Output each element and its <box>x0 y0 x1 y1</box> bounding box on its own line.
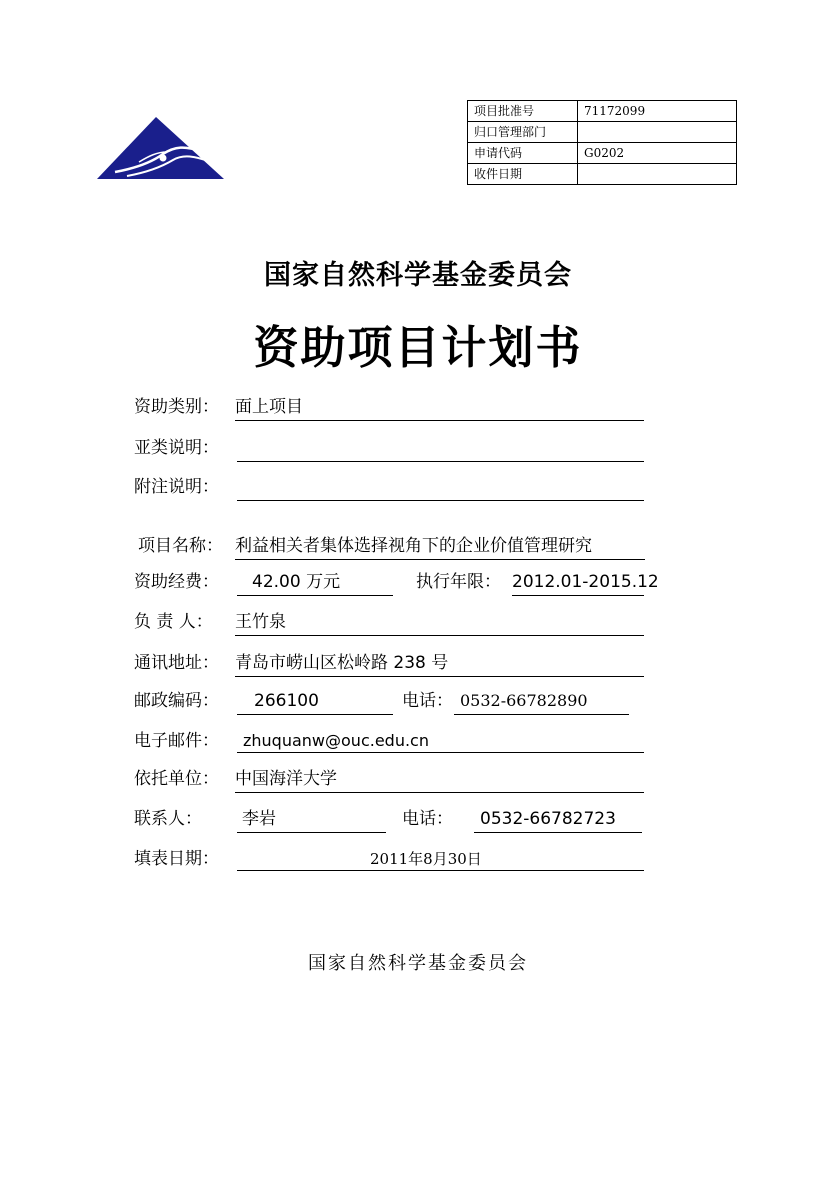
org-title: 国家自然科学基金委员会 <box>264 260 572 291</box>
underline <box>454 714 629 715</box>
address-value: 青岛市崂山区松岭路 238 号 <box>235 653 449 673</box>
postal-code-value: 266100 <box>254 691 319 711</box>
table-row <box>468 122 737 143</box>
principal-label: 负 责 人： <box>134 612 213 632</box>
managing-dept-value <box>578 122 737 143</box>
email-label: 电子邮件： <box>134 731 219 751</box>
receipt-date-value <box>578 164 737 185</box>
funding-type-value: 面上项目 <box>235 397 303 417</box>
table-row <box>468 101 737 122</box>
approval-number-value: 71172099 <box>578 101 737 122</box>
table-row <box>468 143 737 164</box>
underline <box>237 461 644 462</box>
fill-date-label: 填表日期： <box>134 849 219 869</box>
underline <box>237 595 393 596</box>
underline <box>474 832 642 833</box>
table-row <box>468 164 737 185</box>
application-code-value: G0202 <box>578 143 737 164</box>
address-label: 通讯地址： <box>134 653 219 673</box>
underline <box>235 559 645 560</box>
underline <box>512 595 644 596</box>
underline <box>237 752 644 753</box>
phone-2-value: 0532-66782723 <box>480 809 616 829</box>
underline <box>235 420 644 421</box>
footer-org-name: 国家自然科学基金委员会 <box>308 953 528 974</box>
funding-type-label: 资助类别： <box>134 397 219 417</box>
phone-1-value: 0532-66782890 <box>460 691 588 710</box>
underline <box>235 792 644 793</box>
institution-label: 依托单位： <box>134 769 219 789</box>
phone-2-label: 电话： <box>402 809 453 829</box>
email-value: zhuquanw@ouc.edu.cn <box>243 731 429 750</box>
postal-code-label: 邮政编码： <box>134 691 219 711</box>
phone-1-label: 电话： <box>402 691 453 711</box>
contact-label: 联系人： <box>134 809 202 829</box>
project-name-label: 项目名称： <box>138 536 223 556</box>
application-code-label: 申请代码 <box>468 143 578 164</box>
underline <box>237 832 386 833</box>
underline <box>235 635 644 636</box>
contact-value: 李岩 <box>242 809 276 829</box>
additional-note-label: 附注说明： <box>134 477 219 497</box>
receipt-date-label: 收件日期 <box>468 164 578 185</box>
document-title: 资助项目计划书 <box>253 321 583 374</box>
underline <box>237 714 393 715</box>
managing-dept-label: 归口管理部门 <box>468 122 578 143</box>
underline <box>237 870 644 871</box>
nsfc-logo-icon <box>97 116 225 182</box>
execution-period-value: 2012.01-2015.12 <box>512 572 659 592</box>
subtype-note-label: 亚类说明： <box>134 438 219 458</box>
underline <box>237 500 644 501</box>
execution-period-label: 执行年限： <box>416 572 501 592</box>
approval-number-label: 项目批准号 <box>468 101 578 122</box>
underline <box>235 676 644 677</box>
fill-date-value: 2011年8月30日 <box>370 850 482 868</box>
header-info-table <box>467 100 737 185</box>
principal-value: 王竹泉 <box>235 612 286 632</box>
project-name-value: 利益相关者集体选择视角下的企业价值管理研究 <box>235 536 592 556</box>
funding-amount-value: 42.00 万元 <box>252 572 341 592</box>
institution-value: 中国海洋大学 <box>235 769 337 789</box>
funding-amount-label: 资助经费： <box>134 572 219 592</box>
